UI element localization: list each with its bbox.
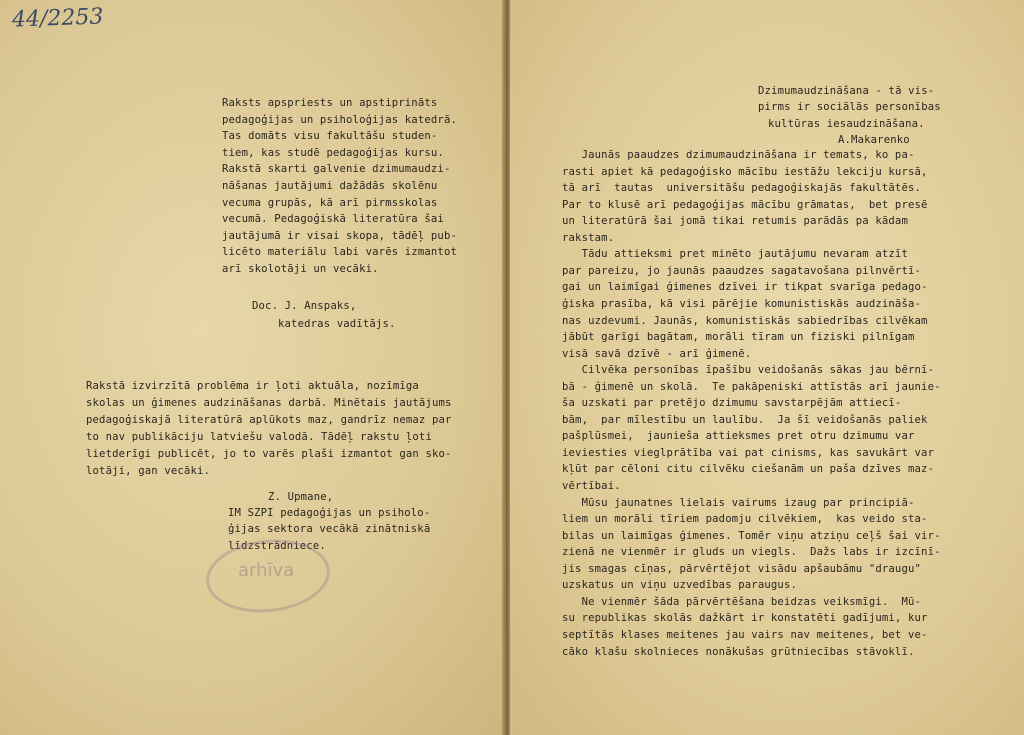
text-line: lietderīgi publicēt, jo to varēs plaši izmantot gan sko-: [86, 448, 452, 460]
text-line: pašplūsmei, jaunieša attieksmes pret otru dzimumu var: [562, 430, 915, 443]
text-line: liem un morāli tīriem padomju cilvēkiem, kas veido sta-: [562, 513, 928, 526]
text-line: vecuma grupās, kā arī pirmsskolas: [222, 196, 438, 209]
text-line: vērtībai.: [562, 480, 621, 492]
archive-stamp-text: arhīva: [238, 560, 295, 581]
text-line: vecumā. Pedagoģiskā literatūra šai: [222, 213, 444, 226]
text-line: nāšanas jautājumi dažādās skolēnu: [222, 180, 438, 192]
text-line: pedagoģijas un psiholoģijas katedrā.: [222, 113, 458, 126]
text-line: Mūsu jaunatnes lielais vairums izaug par principiā-: [562, 496, 915, 509]
text-line: lotāji, gan vecāki.: [86, 465, 211, 477]
text-line: Tādu attieksmi pret minēto jautājumu nevaram atzīt: [562, 248, 908, 261]
text-line: tiem, kas studē pedagoģijas kursu.: [222, 146, 444, 159]
signature-anspaks-title: katedras vadītājs.: [278, 318, 396, 330]
text-line: zienā ne vienmēr ir gluds un viegls. Dažs labs ir izcīnī-: [562, 546, 941, 559]
text-line: gai un laimīgai ģimenes dzīvei ir tikpat svarīga pedago-: [562, 281, 928, 294]
text-line: Par to klusē arī pedagoģijas mācību grāmatas, bet presē: [562, 198, 928, 211]
text-line: uzskatus un viņu uzvedības paraugus.: [562, 579, 798, 592]
text-line: licēto materiālu labi varēs izmantot: [222, 246, 458, 259]
text-line: jis smagas cīņas, pārvērtējot visādu apšaubāmu "draugu": [562, 562, 922, 575]
text-line: ģiska prasība, kā visi pārējie komunistiskās audzināša-: [562, 297, 922, 310]
text-line: A.Makarenko: [838, 133, 910, 146]
text-line: bām, par mīlestību un laulību. Ja šī veidošanās paliek: [562, 413, 928, 426]
text-line: Z. Upmane,: [268, 491, 334, 503]
left-page: [0, 0, 504, 735]
text-line: visā savā dzīvē - arī ģimenē.: [562, 347, 752, 360]
text-line: par pareizu, jo jaunās paaudzes sagatavošana pilnvērtī-: [562, 264, 922, 277]
text-line: septītās klases meitenes jau vairs nav meitenes, bet ve-: [562, 628, 928, 641]
text-line: IM SZPI pedagoģijas un psiholo-: [228, 507, 431, 520]
text-line: rasti apiet kā pedagoģisko mācību iestāžu lekciju kursā,: [562, 165, 928, 178]
text-line: ieviesties vieglprātība vai pat cinisms, kas savukārt var: [562, 446, 935, 459]
text-line: bā - ģimenē un skolā. Te pakāpeniski attīstās arī jaunie-: [562, 380, 941, 393]
text-line: nas uzdevumi. Jaunās, komunistiskās sabiedrības cilvēkam: [562, 314, 928, 327]
text-line: Cilvēka personības īpašību veidošanās sākas jau bērnī-: [562, 364, 935, 377]
text-line: Rakstā skarti galvenie dzimumaudzi-: [222, 163, 451, 176]
text-line: bilas un laimīgas ģimenes. Tomēr viņu atziņu ceļš šai vir-: [562, 529, 941, 542]
text-line: Ne vienmēr šāda pārvērtēšana beidzas veiksmīgi. Mū-: [562, 595, 922, 608]
text-line: Rakstā izvirzītā problēma ir ļoti aktuāla, nozīmīga: [86, 380, 419, 392]
signature-anspaks-name: Doc. J. Anspaks,: [252, 300, 357, 312]
text-line: rakstam.: [562, 231, 615, 244]
text-line: Dzimumaudzināšana - tā vis-: [758, 85, 935, 97]
text-line: un literatūrā šai jomā tikai retumis parādās pa kādam: [562, 215, 908, 228]
text-line: Tas domāts visu fakultāšu studen-: [222, 130, 438, 143]
text-line: ša uzskati par pretējo dzimumu savstarpējām attiecī-: [562, 397, 902, 410]
text-line: Jaunās paaudzes dzimumaudzināšana ir temats, ko pa-: [562, 149, 915, 161]
text-line: skolas un ģimenes audzināšanas darbā. Minētais jautājums: [86, 397, 452, 409]
text-line: kļūt par cēloni citu cilvēku ciešanām un paša dzīves maz-: [562, 463, 935, 476]
text-line: cāko klašu skolnieces nonākušas grūtniecības stāvoklī.: [562, 645, 915, 658]
text-line: pirms ir sociālās personības: [758, 101, 941, 114]
text-line: tā arī tautas universitāšu pedagoģiskajās fakultātēs.: [562, 182, 922, 195]
text-line: Raksts apspriests un apstiprināts: [222, 97, 438, 109]
text-line: kultūras iesaudzināšana.: [768, 117, 925, 130]
text-line: arī skolotāji un vecāki.: [222, 263, 379, 275]
handwritten-archive-number: 44/2253: [11, 4, 104, 33]
text-line: su republikas skolās dažkārt ir konstatēti gadījumi, kur: [562, 612, 928, 625]
text-line: jautājumā ir visai skopa, tādēļ pub-: [222, 229, 458, 242]
text-line: jābūt garīgi bagātam, morāli tīram un fiziski pilnīgam: [562, 331, 915, 344]
text-line: līdzstrādniece.: [228, 539, 326, 552]
text-line: ģijas sektora vecākā zinātniskā: [228, 523, 431, 536]
text-line: pedagoģiskajā literatūrā aplūkots maz, gandrīz nemaz par: [86, 414, 452, 426]
right-page: [510, 0, 1024, 735]
text-line: to nav publikāciju latviešu valodā. Tādēļ rakstu ļoti: [86, 431, 432, 443]
